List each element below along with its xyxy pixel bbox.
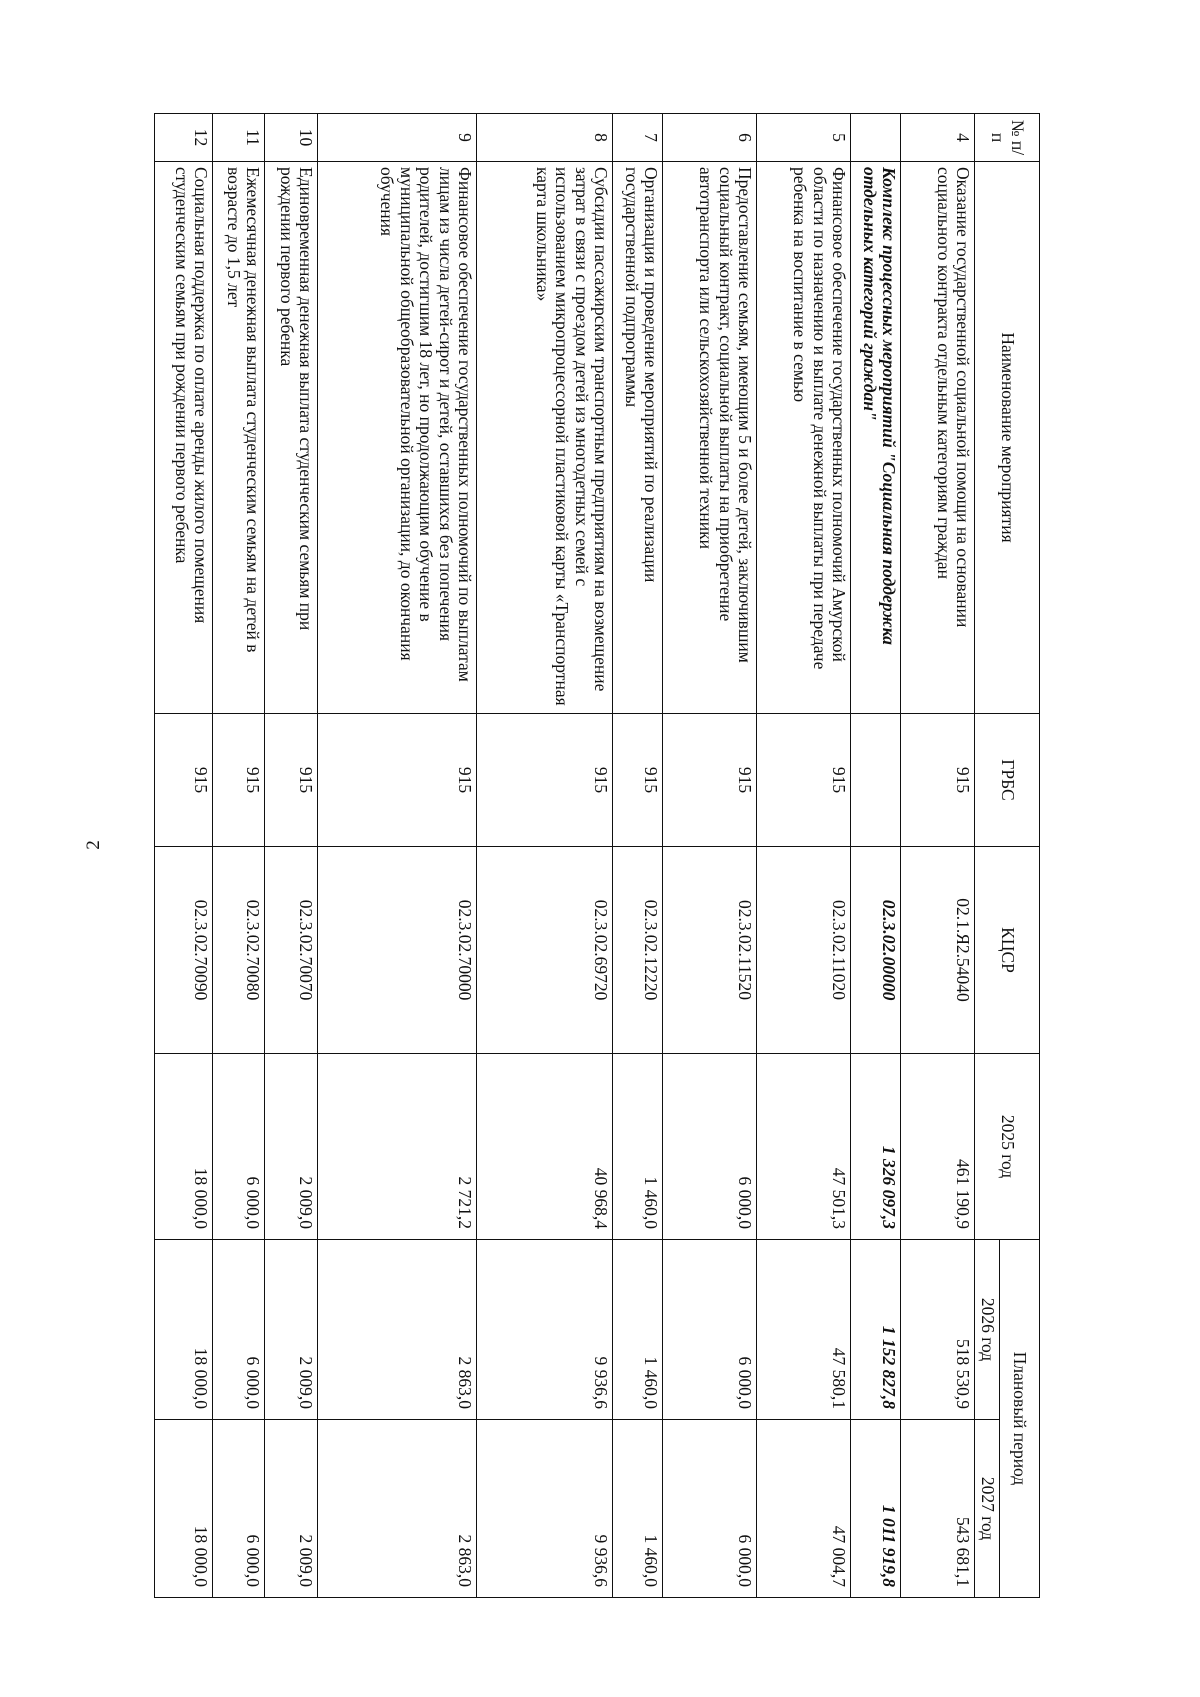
event-name: Единовременная денежная выплата студенческим семьям при рождении первого ребенка <box>265 162 318 714</box>
table-row <box>663 114 757 1598</box>
amount-2027: 1 460,0 <box>613 1420 663 1598</box>
amount-2026: 2 863,0 <box>318 1240 477 1420</box>
amount-2025: 461 190,9 <box>901 1054 975 1240</box>
kcsr-code: 02.3.02.70070 <box>265 847 318 1054</box>
header-2026: 2026 год <box>975 1240 1000 1420</box>
table-row <box>213 114 265 1598</box>
kcsr-code: 02.3.02.12220 <box>613 847 663 1054</box>
row-number: 8 <box>477 114 613 162</box>
header-name: Наименование мероприятия <box>975 162 1040 714</box>
amount-2027: 543 681,1 <box>901 1420 975 1598</box>
event-name: Финансовое обеспечение государственных полномочий Амурской области по назначению и выплате денежной выплаты при передаче ребенка на воспитание в семью <box>757 162 851 714</box>
amount-2027: 6 000,0 <box>213 1420 265 1598</box>
header-kcsr: КЦСР <box>975 847 1040 1054</box>
amount-2027: 9 936,6 <box>477 1420 613 1598</box>
kcsr-code: 02.3.02.70000 <box>318 847 477 1054</box>
kcsr-code: 02.1.Я2.54040 <box>901 847 975 1054</box>
header-planned-period: Плановый период <box>1000 1240 1040 1598</box>
row-number: 12 <box>155 114 213 162</box>
amount-2026: 18 000,0 <box>155 1240 213 1420</box>
row-number: 9 <box>318 114 477 162</box>
table-body <box>155 114 975 1598</box>
amount-2025: 40 968,4 <box>477 1054 613 1240</box>
table-row <box>318 114 477 1598</box>
event-name: Организация и проведение мероприятий по реализации государственной подпрограммы <box>613 162 663 714</box>
event-name: Финансовое обеспечение государственных полномочий по выплатам лицам из числа детей-сирот и детей, оставшихся без попечения родителей, достигшим 18 лет, но продолжающим обучение в муниципальной общеобразовательной организации, до окончания обучения <box>318 162 477 714</box>
header-2025: 2025 год <box>975 1054 1040 1240</box>
header-2027: 2027 год <box>975 1420 1000 1598</box>
amount-2025: 6 000,0 <box>663 1054 757 1240</box>
table-row <box>901 114 975 1598</box>
amount-2025: 1 460,0 <box>613 1054 663 1240</box>
grbs-code: 915 <box>213 714 265 847</box>
kcsr-code: 02.3.02.00000 <box>851 847 901 1054</box>
amount-2025: 18 000,0 <box>155 1054 213 1240</box>
amount-2025: 1 326 097,3 <box>851 1054 901 1240</box>
table-header <box>975 114 1040 1598</box>
amount-2026: 6 000,0 <box>663 1240 757 1420</box>
grbs-code <box>851 714 901 847</box>
amount-2025: 2 009,0 <box>265 1054 318 1240</box>
table-row <box>757 114 851 1598</box>
kcsr-code: 02.3.02.70080 <box>213 847 265 1054</box>
row-number: 7 <box>613 114 663 162</box>
amount-2025: 47 501,3 <box>757 1054 851 1240</box>
amount-2026: 518 530,9 <box>901 1240 975 1420</box>
row-number: 5 <box>757 114 851 162</box>
page-number: 2 <box>83 840 104 850</box>
row-number: 4 <box>901 114 975 162</box>
kcsr-code: 02.3.02.69720 <box>477 847 613 1054</box>
header-no: № п/п <box>975 114 1040 162</box>
amount-2027: 47 004,7 <box>757 1420 851 1598</box>
amount-2026: 47 580,1 <box>757 1240 851 1420</box>
grbs-code: 915 <box>155 714 213 847</box>
kcsr-code: 02.3.02.70090 <box>155 847 213 1054</box>
table-row <box>265 114 318 1598</box>
rotated-table-wrapper <box>172 113 1040 1597</box>
amount-2027: 2 009,0 <box>265 1420 318 1598</box>
event-name: Ежемесячная денежная выплата студенческим семьям на детей в возрасте до 1,5 лет <box>213 162 265 714</box>
table-row <box>155 114 213 1598</box>
table-row <box>477 114 613 1598</box>
amount-2026: 2 009,0 <box>265 1240 318 1420</box>
amount-2026: 6 000,0 <box>213 1240 265 1420</box>
event-name: Оказание государственной социальной помощи на основании социального контракта отдельным категориям граждан <box>901 162 975 714</box>
amount-2027: 6 000,0 <box>663 1420 757 1598</box>
row-number: 11 <box>213 114 265 162</box>
amount-2025: 2 721,2 <box>318 1054 477 1240</box>
event-name: Субсидии пассажирским транспортным предприятиям на возмещение затрат в связи с проездом детей из многодетных семей с использованием микропроцессорной пластиковой карты «Транспортная карта школьника» <box>477 162 613 714</box>
row-number <box>851 114 901 162</box>
row-number: 6 <box>663 114 757 162</box>
grbs-code: 915 <box>663 714 757 847</box>
amount-2027: 18 000,0 <box>155 1420 213 1598</box>
amount-2026: 9 936,6 <box>477 1240 613 1420</box>
header-grbs: ГРБС <box>975 714 1040 847</box>
amount-2026: 1 152 827,8 <box>851 1240 901 1420</box>
amount-2027: 2 863,0 <box>318 1420 477 1598</box>
event-name: Предоставление семьям, имеющим 5 и более детей, заключившим социальный контракт, социальной выплаты на приобретение автотранспорта или сельскохозяйственной техники <box>663 162 757 714</box>
budget-table <box>154 113 1040 1598</box>
kcsr-code: 02.3.02.11020 <box>757 847 851 1054</box>
grbs-code: 915 <box>757 714 851 847</box>
grbs-code: 915 <box>265 714 318 847</box>
grbs-code: 915 <box>477 714 613 847</box>
grbs-code: 915 <box>318 714 477 847</box>
event-name: Комплекс процессных мероприятий "Социальная поддержка отдельных категорий граждан" <box>851 162 901 714</box>
table-row <box>613 114 663 1598</box>
amount-2027: 1 011 919,8 <box>851 1420 901 1598</box>
grbs-code: 915 <box>613 714 663 847</box>
amount-2026: 1 460,0 <box>613 1240 663 1420</box>
kcsr-code: 02.3.02.11520 <box>663 847 757 1054</box>
amount-2025: 6 000,0 <box>213 1054 265 1240</box>
grbs-code: 915 <box>901 714 975 847</box>
event-name: Социальная поддержка по оплате аренды жилого помещения студенческим семьям при рождении первого ребенка <box>155 162 213 714</box>
row-number: 10 <box>265 114 318 162</box>
table-row <box>851 114 901 1598</box>
